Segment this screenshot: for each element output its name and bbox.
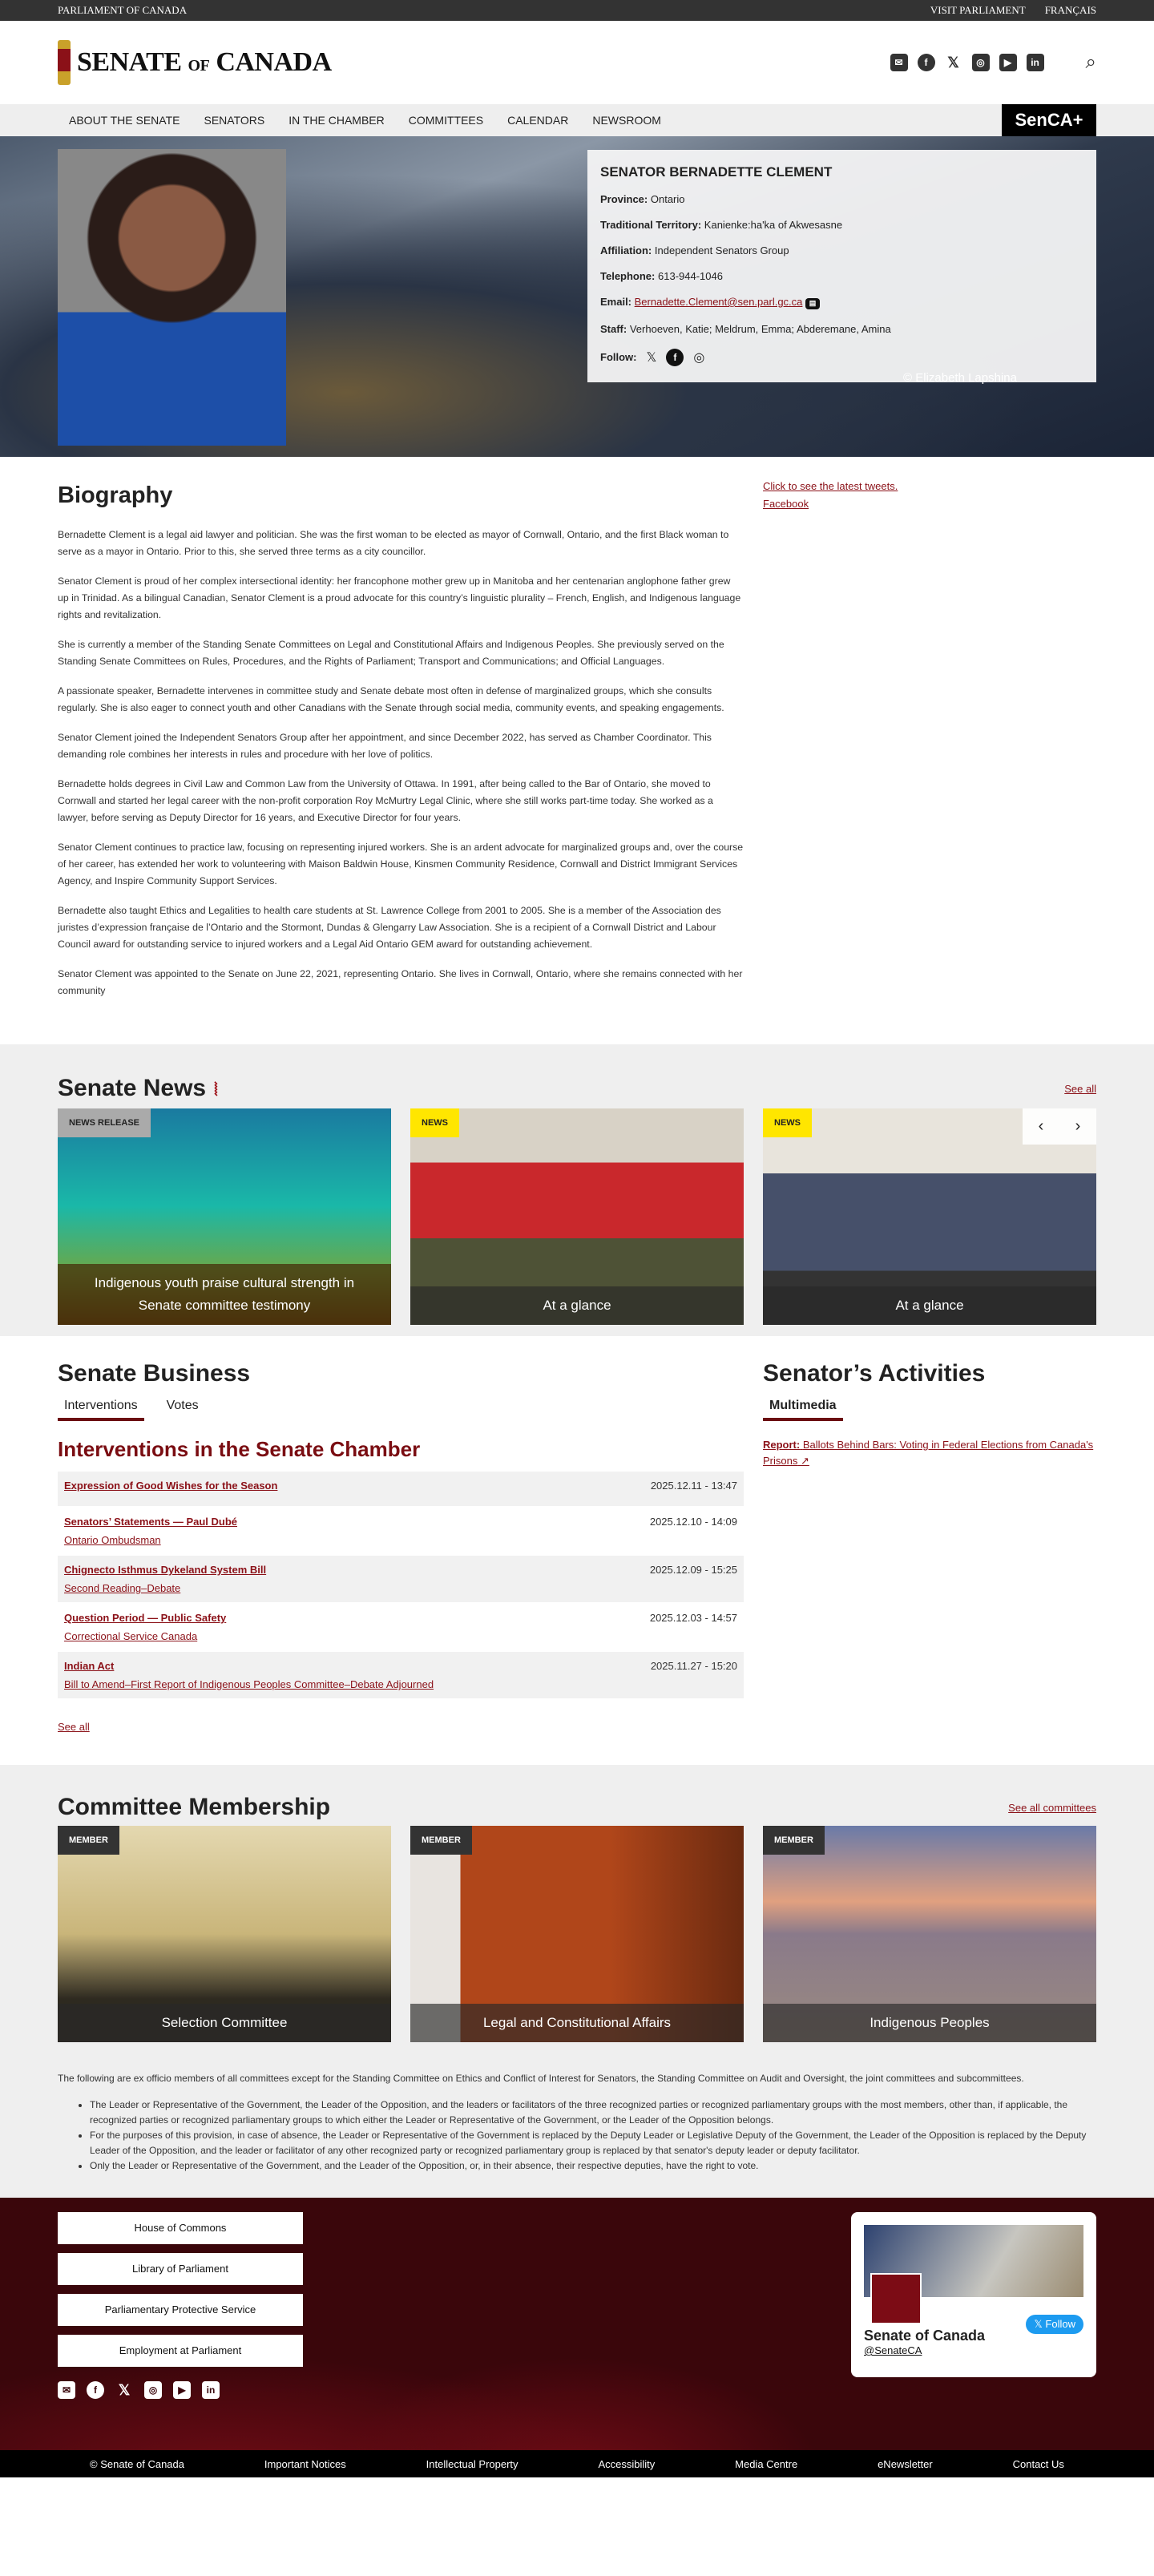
intervention-title[interactable]: Senators’ Statements — Paul Dubé [64,1516,238,1528]
label: Email: [600,296,632,308]
senator-name: SENATOR BERNADETTE CLEMENT [600,164,833,180]
bio-paragraph: A passionate speaker, Bernadette intervenes in committee study and Senate debate most often in defense of marginalized groups, which she consults regularly. She is also eager to connect youth and other Canadians with the Senate through social media, community events, and speaking engagements. [58,685,724,713]
logo-of: OF [188,57,210,75]
site-footer [0,2198,1154,2450]
tab-interventions[interactable]: Interventions [58,1399,144,1421]
report-title: Ballots Behind Bars: Voting in Federal Elections from Canada's Prisons [763,1439,1094,1467]
bio-paragraph: Bernadette also taught Ethics and Legalities to health care students at St. Lawrence College from 2001 to 2005. She is a member of the Association des juristes d’expression française de l’Ontario and the Stormont, Dundas & Glengarry Law Association. She is a recipient of a Cornwall District and Labour Council award for outstanding service to injured workers and a Legal Aid Ontario GEM award for outstanding achievement. [58,905,721,950]
senator-activities [763,1360,1096,1733]
tab-votes[interactable]: Votes [166,1399,199,1412]
logo-text: SENATE [77,47,182,77]
label: Follow: [600,351,637,363]
committee-caption: Indigenous Peoples [763,2004,1096,2042]
intervention-title[interactable]: Question Period — Public Safety [64,1612,227,1624]
staff: Verhoeven, Katie; Meldrum, Emma; Abderemane, Amina [629,322,891,335]
biography [58,470,744,1012]
territory: Kanienke:ha'ka of Akwesasne [704,219,843,231]
province: Ontario [650,193,685,205]
footer-bottom-link[interactable]: Intellectual Property [426,2457,518,2470]
affiliation: Independent Senators Group [654,244,789,256]
senca-button[interactable]: SenCA+ [1002,104,1096,136]
intervention-date: 2025.12.03 - 14:57 [649,1612,737,1624]
member-tag: MEMBER [763,1826,825,1855]
footer-bottom-link[interactable]: Important Notices [264,2457,346,2470]
nav-senators[interactable]: SENATORS [204,114,265,127]
business-title: Senate Business [58,1360,251,1387]
senator-hero [0,136,1154,457]
table-row [58,1652,744,1700]
table-row [58,1508,744,1556]
table-row [58,1556,744,1604]
intervention-subtitle[interactable]: Bill to Amend–First Report of Indigenous Peoples Committee–Debate Adjourned [64,1678,434,1690]
senate-business [58,1360,744,1733]
instagram-icon[interactable]: ◎ [972,54,990,71]
site-header [0,21,1154,104]
intervention-title[interactable]: Chignecto Isthmus Dykeland System Bill [64,1564,267,1576]
news-card[interactable] [763,1108,1096,1325]
label: Telephone: [600,270,656,282]
linkedin-icon[interactable]: in [1027,54,1044,71]
footer-link[interactable]: House of Commons [58,2212,303,2244]
x-icon[interactable]: 𝕏 [646,350,657,365]
visit-parliament-link[interactable]: VISIT PARLIAMENT [930,4,1026,16]
nav-chamber[interactable]: IN THE CHAMBER [288,114,385,127]
bio-paragraph: Senator Clement joined the Independent Senators Group after her appointment, and since December 2022, has served as Chamber Coordinator. This demanding role combines her interests in rules and procedure with her love of politics. [58,732,712,760]
rss-icon[interactable]: ⦚ [214,1080,218,1100]
label: Province: [600,193,648,205]
intervention-title[interactable]: Indian Act [64,1660,115,1672]
twitter-widget [851,2212,1096,2377]
facebook-icon[interactable]: f [666,349,684,366]
footer-bottom-link[interactable]: Accessibility [598,2457,656,2470]
report-label: Report: [763,1439,801,1451]
news-caption: Indigenous youth praise cultural strength in Senate committee testimony [58,1264,391,1325]
bio-paragraph: Senator Clement continues to practice law, focusing on representing injured workers. She is an ardent advocate for marginalized groups and, over the course of her career, has extended her work to volunteering with Maison Baldwin House, Kinsmen Community Residence, Cornwall and District Immigrant Services Agency, and Inspire Community Support Services. [58,842,744,886]
top-bar [0,0,1154,21]
news-caption: At a glance [410,1286,744,1325]
committee-caption: Legal and Constitutional Affairs [410,2004,744,2042]
email-icon[interactable]: ✉ [890,54,908,71]
committee-section [0,1765,1154,2198]
ex-officio-bullet: • Only the Leader or Representative of the Government, and the Leader of the Opposition, or, in their absence, their respective deputies, have the right to vote. [90,2158,1096,2174]
parliament-link[interactable]: PARLIAMENT OF CANADA [58,4,188,16]
bio-paragraph: Bernadette Clement is a legal aid lawyer and politician. She was the first woman to be elected as mayor of Cornwall, Ontario, and the first Black woman to serve as a mayor in Ontario. Prior to this, she served three terms as a city councillor. [58,529,729,557]
news-tag: NEWS [410,1108,459,1137]
senate-logo[interactable] [58,40,332,85]
social-feed-links [763,470,898,1012]
footer-link[interactable]: Library of Parliament [58,2253,303,2285]
senator-info-card [587,150,1096,382]
interventions-see-all[interactable]: See all [58,1721,90,1733]
ex-officio-bullet: • For the purposes of this provision, in case of absence, the Leader or Representative of the Government is replaced by the Deputy Leader or Legislative Deputy of the Government, the Leader of the Opposition is replaced by the Deputy Leader of the Opposition, and the leader or facilitator of any other recognized party or recognized parliamentary group is replaced by that senator's deputy leader or deputy facilitator. [90,2128,1096,2158]
table-row [58,1604,744,1652]
chevron-left-icon[interactable]: ‹ [1038,1117,1044,1135]
ex-officio-note [58,2053,1096,2198]
committee-card[interactable] [58,1826,391,2042]
biography-title: Biography [58,482,173,508]
intervention-subtitle[interactable]: Ontario Ombudsman [64,1534,161,1546]
bio-paragraph: Senator Clement is proud of her complex intersectional identity: her francophone mother grew up in Manitoba and her centenarian anglophone father grew up in Trinidad. As a bilingual Canadian, Senator Clement is a proud advocate for this country’s linguistic plurality – French, English, and Indigenous language rights and revitalization. [58,575,741,620]
footer-link[interactable]: Employment at Parliament [58,2335,303,2367]
facebook-icon[interactable]: f [918,54,935,71]
interventions-heading: Interventions in the Senate Chamber [58,1437,421,1461]
youtube-icon[interactable]: ▶ [173,2381,191,2399]
search-icon[interactable]: ⌕ [1085,51,1096,73]
facebook-icon[interactable]: f [87,2381,104,2399]
intervention-date: 2025.11.27 - 15:20 [650,1660,737,1672]
bio-paragraph: She is currently a member of the Standing Senate Committees on Legal and Constitutional Affairs and Indigenous Peoples. She previously served on the Standing Senate Committees on Rules, Procedures, and the Rights of Parliament; Transport and Communications; and Official Languages. [58,639,724,667]
news-caption: At a glance [763,1286,1096,1325]
news-tag: NEWS RELEASE [58,1108,151,1137]
follow-label: Follow [1045,2318,1075,2330]
member-tag: MEMBER [58,1826,119,1855]
external-link-icon: ↗ [800,1455,809,1467]
x-icon[interactable]: 𝕏 [118,2381,131,2398]
committee-card[interactable] [410,1826,744,2042]
tweets-link[interactable]: Click to see the latest tweets. [763,480,898,492]
linkedin-icon[interactable]: in [202,2381,220,2399]
instagram-icon[interactable]: ◎ [693,350,705,365]
interventions-list [58,1472,744,1700]
email-icon[interactable]: ✉ [58,2381,75,2399]
facebook-link[interactable]: Facebook [763,498,809,510]
committee-card[interactable] [763,1826,1096,2042]
footer-bottom-link[interactable]: eNewsletter [878,2457,933,2470]
committee-title: Committee Membership [58,1794,331,1820]
footer-link[interactable]: Parliamentary Protective Service [58,2294,303,2326]
senate-news-section [0,1044,1154,1336]
intervention-subtitle[interactable]: Second Reading–Debate [64,1582,181,1594]
news-tag: NEWS [763,1108,812,1137]
telephone: 613-944-1046 [658,270,723,282]
intervention-date: 2025.12.10 - 14:09 [649,1516,737,1528]
nav-about[interactable]: ABOUT THE SENATE [69,114,180,127]
tab-multimedia[interactable]: Multimedia [763,1399,843,1421]
intervention-date: 2025.12.11 - 13:47 [650,1480,737,1492]
label: Affiliation: [600,244,652,256]
carousel-controls [1023,1108,1096,1145]
news-card[interactable] [410,1108,744,1325]
main-nav [0,104,1154,136]
logo-end: CANADA [216,47,332,77]
intervention-subtitle[interactable]: Correctional Service Canada [64,1630,198,1642]
activities-title: Senator’s Activities [763,1360,986,1387]
footer-bottom-link[interactable]: Contact Us [1012,2457,1064,2470]
youtube-icon[interactable]: ▶ [999,54,1017,71]
footer-bottom-link[interactable]: Media Centre [735,2457,798,2470]
senator-photo [58,149,286,446]
instagram-icon[interactable]: ◎ [144,2381,162,2399]
copyright: © Senate of Canada [90,2457,184,2470]
bio-paragraph: Senator Clement was appointed to the Senate on June 22, 2021, representing Ontario. She lives in Cornwall, Ontario, where she remains connected with her community [58,968,743,996]
member-tag: MEMBER [410,1826,472,1855]
table-row [58,1472,744,1508]
label: Staff: [600,322,627,335]
twitter-handle[interactable]: @SenateCA [864,2344,922,2356]
footer-bottom-bar [0,2450,1154,2477]
ex-officio-bullet: • The Leader or Representative of the Government, the Leader of the Opposition, and the leaders or facilitators of the three recognized parties or recognized parliamentary groups with the most members, other than, if applicable, the recognized parties or recognized parliamentary groups to which either the Leader or Representative of the Government, or the Leader of the Opposition belongs. [90,2098,1096,2128]
nav-committees[interactable]: COMMITTEES [408,114,484,127]
bio-paragraph: Bernadette holds degrees in Civil Law and Common Law from the University of Ottawa. In 1991, after being called to the Bar of Ontario, she moved to Cornwall and started her legal career with the non-profit corporation Roy McMurtry Legal Clinic, where she still works part-time today. She worked as a lawyer, before serving as Deputy Director for 16 years, and Executive Director for four years. [58,778,713,823]
committee-caption: Selection Committee [58,2004,391,2042]
twitter-avatar [870,2273,922,2324]
twitter-follow-button[interactable]: 𝕏 Follow [1026,2315,1083,2334]
photo-credit: © Elizabeth Lapshina [903,371,1017,385]
mace-icon [58,40,71,85]
twitter-name: Senate of Canada [864,2328,986,2344]
nav-calendar[interactable]: CALENDAR [507,114,569,127]
see-all-committees[interactable]: See all committees [1008,1801,1096,1814]
x-icon[interactable]: 𝕏 [947,54,959,71]
report-link[interactable] [763,1439,1093,1467]
news-card[interactable] [58,1108,391,1325]
nav-newsroom[interactable]: NEWSROOM [592,114,661,127]
language-toggle[interactable]: FRANÇAIS [1044,4,1096,16]
email-link[interactable]: Bernadette.Clement@sen.parl.gc.ca [634,296,803,308]
news-title: Senate News [58,1075,207,1101]
intervention-date: 2025.12.09 - 15:25 [649,1564,737,1576]
label: Traditional Territory: [600,219,702,231]
intervention-title[interactable]: Expression of Good Wishes for the Season [64,1480,278,1492]
ex-officio-intro: The following are ex officio members of all committees except for the Standing Committee on Ethics and Conflict of Interest for Senators, the Standing Committee on Audit and Oversight, the joint committees and subcommittees. [58,2073,1024,2084]
social-links [890,51,1096,74]
chevron-right-icon[interactable]: › [1075,1117,1081,1135]
vcard-icon[interactable]: ▤ [805,298,820,309]
news-see-all[interactable]: See all [1064,1082,1096,1095]
